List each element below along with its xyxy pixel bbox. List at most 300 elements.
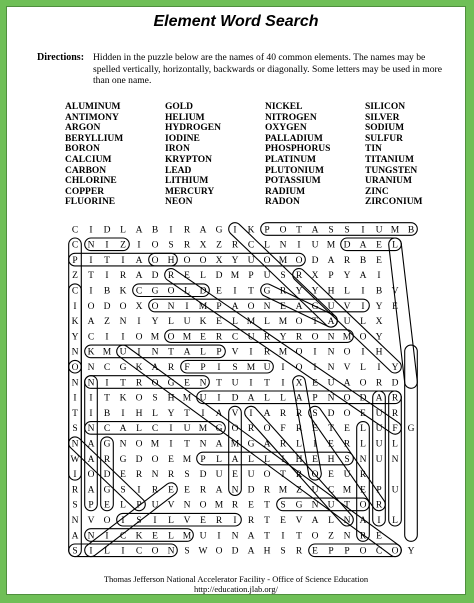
grid-letter: R [167, 363, 175, 373]
grid-letter: X [375, 317, 383, 328]
directions-label: Directions: [37, 52, 85, 63]
grid-letter: A [359, 516, 367, 526]
grid-letter: D [391, 378, 399, 389]
grid-letter: O [311, 332, 319, 343]
grid-letter: O [311, 470, 319, 481]
grid-letter: H [263, 546, 271, 557]
grid-letter: C [375, 546, 383, 557]
answer-circle [181, 360, 274, 373]
grid-letter: C [119, 531, 127, 542]
grid-letter: K [247, 225, 255, 236]
grid-letter: U [343, 470, 351, 481]
grid-letter: R [231, 500, 239, 511]
grid-letter: L [392, 240, 398, 251]
grid-letter: I [281, 378, 285, 389]
grid-letter: I [137, 485, 141, 496]
word-item: FLUORINE [65, 197, 116, 208]
grid-letter: A [247, 393, 255, 404]
grid-letter: N [359, 454, 367, 465]
grid-letter: D [215, 271, 223, 282]
grid-letter: I [121, 255, 125, 266]
answer-circle [165, 330, 354, 343]
grid-letter: O [263, 255, 271, 266]
grid-letter: P [200, 454, 206, 465]
grid-letter: N [87, 424, 95, 435]
grid-letter: R [295, 332, 303, 343]
grid-letter: A [263, 439, 271, 450]
grid-letter: R [279, 286, 287, 297]
grid-letter: R [343, 255, 351, 266]
grid-letter: I [281, 363, 285, 373]
grid-letter: O [279, 225, 287, 236]
grid-letter: M [182, 393, 192, 404]
grid-letter: L [392, 516, 398, 526]
answer-circle [229, 406, 242, 495]
word-item: PLATINUM [265, 154, 317, 165]
answer-circle [85, 376, 210, 389]
grid-letter: I [361, 286, 365, 297]
grid-letter: O [343, 393, 351, 404]
grid-letter: P [312, 393, 318, 404]
grid-letter: M [182, 332, 192, 343]
grid-letter: R [263, 485, 271, 496]
grid-letter: I [217, 531, 221, 542]
word-item: ZINC [365, 186, 389, 197]
word-item: GOLD [165, 102, 193, 112]
grid-letter: O [167, 286, 175, 297]
grid-letter: T [312, 317, 318, 328]
grid-letter: X [295, 378, 303, 389]
grid-letter: Z [72, 271, 78, 282]
grid-letter: I [249, 408, 253, 419]
grid-letter: D [343, 240, 351, 251]
grid-letter: T [264, 531, 270, 542]
grid-letter: E [392, 301, 398, 312]
grid-letter: L [120, 500, 126, 511]
grid-letter: A [183, 347, 191, 358]
grid-letter: V [343, 301, 351, 312]
grid-letter: C [135, 546, 143, 557]
grid-letter: O [231, 424, 239, 435]
grid-letter: A [359, 240, 367, 251]
grid-letter: S [280, 546, 286, 557]
word-item: PLUTONIUM [265, 165, 324, 176]
grid-letter: A [343, 378, 351, 389]
grid-letter: I [105, 531, 109, 542]
grid-letter: S [168, 240, 174, 251]
grid-letter: U [231, 378, 239, 389]
grid-letter: C [71, 240, 79, 251]
grid-letter: O [295, 363, 303, 373]
grid-letter: H [167, 393, 175, 404]
grid-letter: M [278, 317, 288, 328]
grid-letter: A [87, 454, 95, 465]
grid-letter: V [183, 516, 191, 526]
grid-letter: L [152, 408, 158, 419]
grid-letter: Y [375, 332, 383, 343]
grid-letter: R [215, 516, 223, 526]
grid-letter: E [168, 485, 174, 496]
word-item: ANTIMONY [65, 112, 119, 123]
grid-letter: E [312, 546, 318, 557]
grid-letter: R [343, 439, 351, 450]
grid-letter: I [169, 225, 173, 236]
grid-letter: N [71, 347, 79, 358]
word-item: CALCIUM [65, 154, 112, 165]
grid-letter: N [71, 516, 79, 526]
grid-letter: I [313, 363, 317, 373]
grid-letter: M [230, 271, 240, 282]
grid-letter: N [311, 500, 319, 511]
grid-letter: S [72, 424, 78, 435]
grid-letter: H [327, 454, 335, 465]
grid-letter: Z [120, 240, 126, 251]
grid-letter: O [87, 301, 95, 312]
grid-letter: K [87, 347, 95, 358]
grid-letter: Y [167, 408, 175, 419]
grid-letter: Z [216, 240, 222, 251]
grid-letter: I [121, 546, 125, 557]
grid-letter: D [247, 485, 255, 496]
grid-letter: I [137, 347, 141, 358]
grid-letter: A [247, 531, 255, 542]
grid-letter: L [248, 454, 254, 465]
grid-letter: S [136, 516, 142, 526]
grid-letter: E [184, 485, 190, 496]
grid-letter: I [313, 439, 317, 450]
grid-letter: I [249, 378, 253, 389]
grid-letter: E [280, 301, 286, 312]
grid-letter: E [232, 470, 238, 481]
grid-letter: X [215, 255, 223, 266]
grid-letter: L [280, 393, 286, 404]
grid-letter: M [342, 485, 352, 496]
grid-letter: N [87, 240, 95, 251]
grid-letter: C [71, 225, 79, 236]
grid-letter: T [216, 378, 222, 389]
word-item: LITHIUM [165, 176, 209, 187]
grid-letter: U [311, 240, 319, 251]
grid-letter: I [89, 546, 93, 557]
grid-letter: A [151, 363, 159, 373]
answer-circle [405, 345, 418, 541]
grid-letter: O [263, 470, 271, 481]
grid-letter: H [295, 454, 303, 465]
grid-letter: N [263, 301, 271, 312]
grid-letter: I [233, 286, 237, 297]
answer-circle [277, 498, 370, 511]
grid-letter: R [295, 424, 303, 435]
grid-letter: L [120, 225, 126, 236]
grid-letter: N [199, 439, 207, 450]
grid-letter: R [135, 470, 143, 481]
grid-letter: R [199, 485, 207, 496]
grid-letter: L [104, 546, 110, 557]
grid-letter: A [231, 454, 239, 465]
grid-letter: K [135, 531, 143, 542]
grid-letter: H [135, 408, 143, 419]
grid-letter: A [215, 439, 223, 450]
grid-letter: O [343, 408, 351, 419]
grid-letter: U [199, 393, 207, 404]
grid-letter: P [376, 485, 382, 496]
grid-letter: L [392, 439, 398, 450]
grid-letter: L [264, 393, 270, 404]
grid-letter: V [295, 516, 303, 526]
grid-letter: I [377, 516, 381, 526]
grid-letter: L [168, 516, 174, 526]
grid-letter: O [87, 470, 95, 481]
grid-letter: S [120, 485, 126, 496]
word-item: ALUMINUM [65, 102, 121, 112]
grid-letter: Z [296, 485, 302, 496]
grid-letter: I [233, 516, 237, 526]
grid-letter: P [136, 500, 142, 511]
grid-letter: O [215, 546, 223, 557]
grid-letter: L [360, 439, 366, 450]
grid-letter: M [198, 301, 208, 312]
grid-letter: U [151, 500, 159, 511]
grid-letter: I [73, 301, 77, 312]
grid-letter: T [264, 500, 270, 511]
grid-letter: O [135, 439, 143, 450]
footer-organization: Thomas Jefferson National Accelerator Facility - Office of Science Education [103, 574, 369, 584]
grid-letter: I [377, 363, 381, 373]
grid-letter: O [295, 255, 303, 266]
grid-letter: A [311, 225, 319, 236]
puzzle-grid [7, 7, 467, 596]
grid-letter: O [135, 332, 143, 343]
grid-letter: G [311, 301, 319, 312]
grid-letter: I [89, 393, 93, 404]
grid-letter: D [199, 286, 207, 297]
grid-letter: M [246, 363, 256, 373]
grid-letter: E [152, 531, 158, 542]
grid-letter: L [232, 317, 238, 328]
grid-letter: M [150, 439, 160, 450]
grid-letter: L [168, 531, 174, 542]
grid-letter: E [328, 439, 334, 450]
grid-letter: U [183, 424, 191, 435]
grid-letter: I [169, 439, 173, 450]
word-item: NITROGEN [265, 112, 317, 123]
grid-letter: L [360, 317, 366, 328]
grid-letter: A [87, 317, 95, 328]
word-item: SILVER [365, 112, 400, 123]
grid-letter: M [214, 500, 224, 511]
grid-letter: E [360, 408, 366, 419]
grid-letter: R [263, 347, 271, 358]
grid-letter: R [103, 454, 111, 465]
grid-letter: G [151, 286, 159, 297]
grid-letter: I [201, 408, 205, 419]
grid-letter: L [344, 286, 350, 297]
grid-letter: N [183, 500, 191, 511]
grid-letter: K [199, 317, 207, 328]
grid-letter: R [183, 240, 191, 251]
grid-letter: G [167, 378, 175, 389]
grid-letter: O [343, 347, 351, 358]
grid-letter: O [391, 546, 399, 557]
grid-letter: U [375, 454, 383, 465]
grid-letter: I [217, 393, 221, 404]
grid-letter: I [249, 347, 253, 358]
grid-letter: R [119, 271, 127, 282]
grid-letter: G [103, 485, 111, 496]
grid-letter: R [215, 332, 223, 343]
grid-letter: R [231, 240, 239, 251]
grid-letter: R [71, 485, 79, 496]
grid-letter: C [327, 485, 335, 496]
word-item: CARBON [65, 165, 107, 176]
grid-letter: V [87, 516, 95, 526]
grid-letter: I [169, 424, 173, 435]
grid-letter: G [247, 439, 255, 450]
grid-letter: L [168, 317, 174, 328]
grid-letter: R [279, 408, 287, 419]
grid-letter: S [344, 225, 350, 236]
grid-letter: O [199, 500, 207, 511]
grid-letter: D [231, 546, 239, 557]
word-item: POTASSIUM [265, 176, 321, 187]
grid-letter: O [247, 301, 255, 312]
grid-letter: E [216, 286, 222, 297]
grid-letter: U [391, 485, 399, 496]
grid-letter: O [135, 393, 143, 404]
grid-letter: N [87, 378, 95, 389]
grid-letter: T [264, 516, 270, 526]
grid-letter: L [200, 347, 206, 358]
grid-letter: E [280, 516, 286, 526]
grid-letter: I [89, 286, 93, 297]
grid-letter: G [407, 424, 415, 435]
grid-letter: A [71, 531, 79, 542]
word-item: SULFUR [365, 133, 404, 144]
grid-letter: U [343, 317, 351, 328]
grid-letter: A [135, 255, 143, 266]
grid-letter: U [263, 271, 271, 282]
grid-letter: O [359, 378, 367, 389]
grid-letter: O [311, 531, 319, 542]
grid-letter: N [119, 317, 127, 328]
grid-letter: O [199, 255, 207, 266]
grid-letter: R [359, 470, 367, 481]
grid-letter: U [247, 332, 255, 343]
word-item: ZIRCONIUM [365, 197, 423, 208]
grid-letter: G [119, 363, 127, 373]
grid-letter: U [247, 470, 255, 481]
grid-letter: E [248, 500, 254, 511]
grid-letter: T [280, 470, 286, 481]
grid-letter: F [392, 424, 398, 435]
word-item: TIN [365, 144, 382, 155]
grid-letter: F [280, 424, 286, 435]
grid-letter: M [150, 332, 160, 343]
grid-letter: N [167, 301, 175, 312]
grid-letter: R [247, 516, 255, 526]
grid-letter: E [312, 378, 318, 389]
grid-letter: A [135, 225, 143, 236]
grid-letter: P [344, 546, 350, 557]
grid-letter: Z [104, 317, 110, 328]
grid-letter: N [151, 470, 159, 481]
answer-circle [309, 544, 402, 557]
grid-letter: E [120, 470, 126, 481]
grid-letter: M [182, 454, 192, 465]
word-item: SILICON [365, 102, 406, 112]
grid-letter: I [281, 531, 285, 542]
grid-letter: I [377, 271, 381, 282]
grid-letter: N [343, 531, 351, 542]
grid-letter: C [151, 424, 159, 435]
grid-letter: H [167, 255, 175, 266]
grid-letter: P [328, 546, 334, 557]
grid-letter: D [135, 454, 143, 465]
grid-letter: R [247, 424, 255, 435]
word-item: BORON [65, 144, 100, 155]
grid-letter: E [184, 271, 190, 282]
grid-letter: L [360, 363, 366, 373]
grid-letter: R [295, 408, 303, 419]
grid-letter: M [278, 347, 288, 358]
grid-letter: L [216, 454, 222, 465]
grid-letter: U [263, 363, 271, 373]
grid-letter: Y [311, 286, 319, 297]
grid-letter: R [151, 485, 159, 496]
grid-letter: T [72, 408, 78, 419]
grid-letter: C [231, 332, 239, 343]
grid-letter: E [312, 424, 318, 435]
grid-letter: X [311, 271, 319, 282]
grid-letter: B [407, 225, 415, 236]
grid-letter: U [375, 424, 383, 435]
word-item: PHOSPHORUS [265, 144, 331, 155]
grid-letter: I [105, 378, 109, 389]
grid-letter: L [264, 317, 270, 328]
grid-letter: A [135, 271, 143, 282]
grid-letter: Y [279, 332, 287, 343]
grid-letter: E [104, 500, 110, 511]
grid-letter: A [359, 271, 367, 282]
grid-letter: I [297, 240, 301, 251]
grid-letter: D [199, 470, 207, 481]
grid-letter: U [311, 485, 319, 496]
grid-letter: L [200, 271, 206, 282]
grid-letter: L [264, 454, 270, 465]
grid-letter: A [263, 408, 271, 419]
grid-letter: P [216, 347, 222, 358]
grid-letter: U [327, 500, 335, 511]
grid-letter: H [375, 347, 383, 358]
grid-letter: S [152, 393, 158, 404]
grid-letter: D [103, 301, 111, 312]
grid-letter: I [361, 301, 365, 312]
grid-letter: T [328, 424, 334, 435]
grid-letter: C [103, 363, 111, 373]
grid-letter: I [217, 363, 221, 373]
directions-text: Hidden in the puzzle below are the names of 40 common elements. The names may be spelled vertically, horizontally, backwards or diagonally. Some letters may be used in more than one name. [93, 52, 442, 86]
grid-letter: M [246, 317, 256, 328]
grid-letter: E [344, 424, 350, 435]
grid-letter: B [359, 255, 367, 266]
grid-letter: I [73, 393, 77, 404]
grid-letter: T [184, 408, 190, 419]
grid-letter: E [216, 317, 222, 328]
grid-letter: F [184, 363, 190, 373]
word-item: CHLORINE [65, 176, 117, 187]
grid-letter: S [184, 546, 190, 557]
grid-letter: I [361, 347, 365, 358]
